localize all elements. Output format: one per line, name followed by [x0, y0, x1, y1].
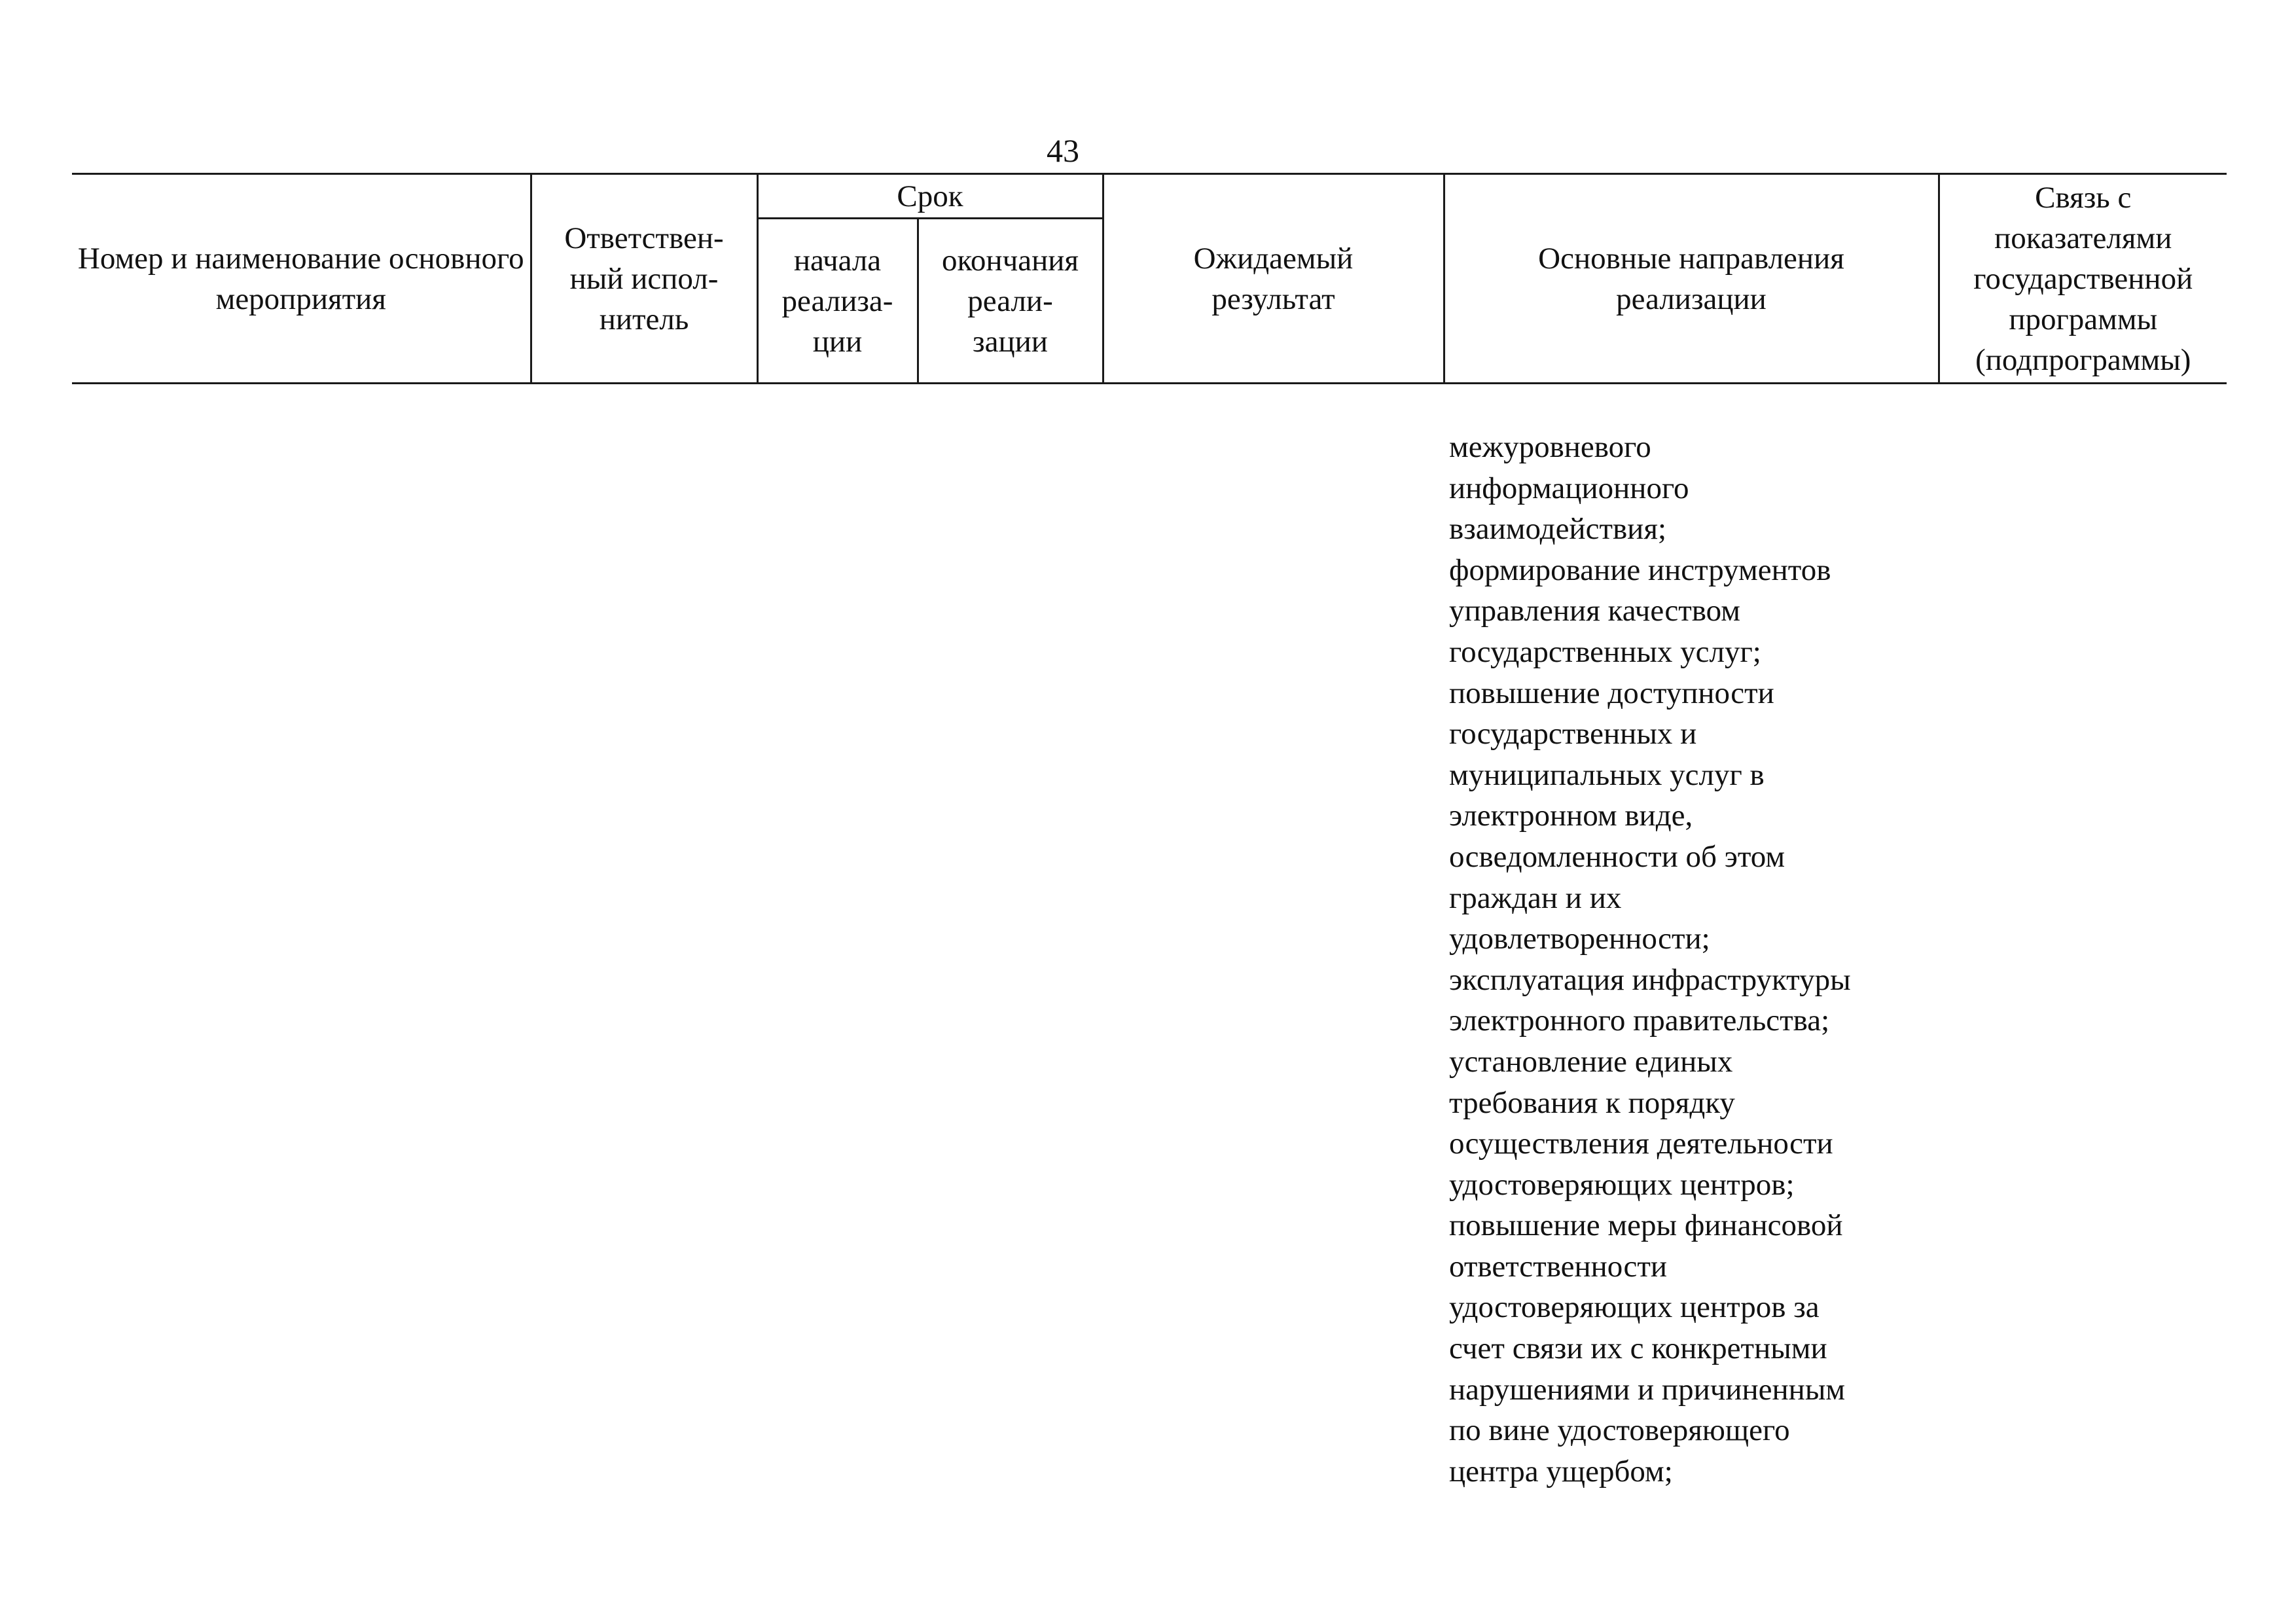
header-expected-text: Ожидаемый результат	[1193, 241, 1354, 316]
page-number-text: 43	[1047, 132, 1079, 169]
header-cell-term-start	[757, 219, 918, 384]
text-line: повышение меры финансовой	[1449, 1208, 1843, 1243]
header-link-text: Связь с показателями государственной программы (подпрограммы)	[1973, 180, 2193, 377]
text-line: муниципальных услуг в	[1449, 757, 1765, 792]
text-line: удостоверяющих центров;	[1449, 1167, 1795, 1202]
text-line: государственных услуг;	[1449, 634, 1761, 669]
text-line: формирование инструментов	[1449, 552, 1831, 587]
header-cell-main-directions	[1444, 174, 1939, 384]
text-line: нарушениями и причиненным	[1449, 1372, 1846, 1407]
text-line: установление единых	[1449, 1044, 1733, 1079]
header-responsible-text: Ответствен-ный испол-нитель	[564, 221, 724, 336]
header-cell-name: Номер и наименование основного мероприятия	[72, 174, 531, 384]
text-line: повышение доступности	[1449, 676, 1774, 710]
text-line: удовлетворенности;	[1449, 922, 1710, 956]
header-cell-term: Срок	[757, 174, 1103, 219]
text-line: требования к порядку	[1449, 1085, 1735, 1120]
text-line: информационного	[1449, 471, 1689, 505]
header-term-end-text: окончания реали-зации	[941, 243, 1079, 359]
text-line: ответственности	[1449, 1249, 1668, 1284]
text-line: электронного правительства;	[1449, 1003, 1830, 1038]
header-term-start-text: начала реализа-ции	[781, 243, 893, 359]
text-line: удостоверяющих центров за	[1449, 1290, 1820, 1325]
header-cell-term-end	[918, 219, 1103, 384]
text-line: по вине удостоверяющего	[1449, 1413, 1790, 1448]
header-directions-text: Основные направления реализации	[1538, 241, 1844, 316]
text-line: граждан и их	[1449, 880, 1622, 915]
header-cell-expected-result	[1103, 174, 1444, 384]
text-line: счет связи их с конкретными	[1449, 1331, 1827, 1366]
header-cell-responsible	[531, 174, 757, 384]
text-line: эксплуатация инфраструктуры	[1449, 962, 1851, 997]
text-line: государственных и	[1449, 717, 1697, 751]
text-line: управления качеством	[1449, 594, 1740, 628]
text-line: осуществления деятельности	[1449, 1127, 1833, 1161]
text-line: осведомленности об этом	[1449, 839, 1785, 874]
header-cell-link-indicators	[1939, 174, 2227, 384]
text-line: взаимодействия;	[1449, 512, 1667, 547]
table-header	[72, 173, 2227, 384]
text-line: центра ущербом;	[1449, 1454, 1673, 1489]
main-directions-text	[1449, 427, 1973, 1492]
text-line: межуровневого	[1449, 430, 1651, 464]
page-number	[0, 131, 2296, 170]
text-line: электронном виде,	[1449, 799, 1693, 833]
